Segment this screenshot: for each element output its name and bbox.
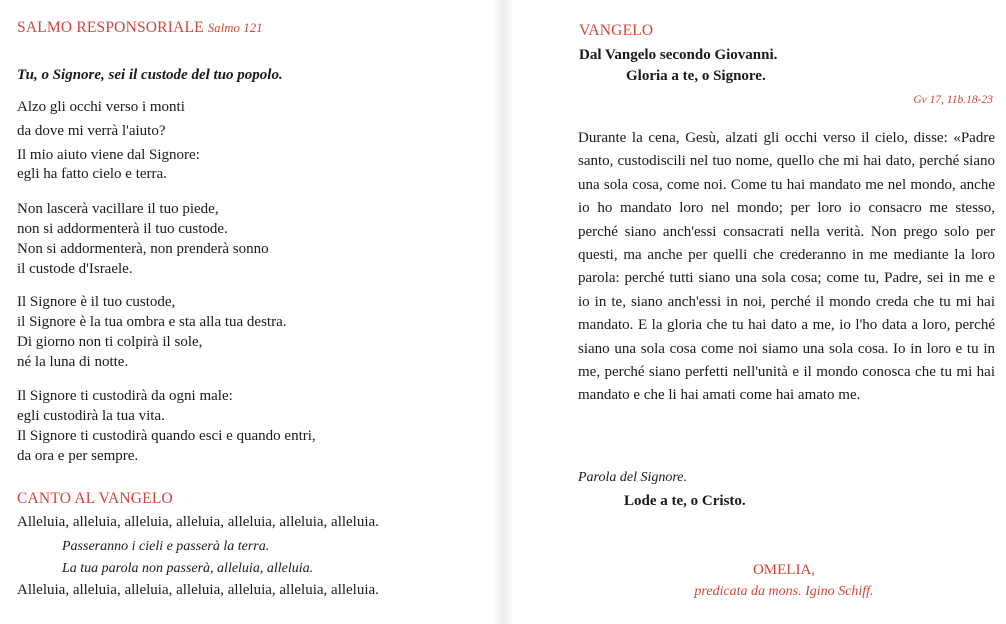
psalm-reference: Salmo 121	[207, 21, 263, 35]
psalm-line: Di giorno non ti colpirà il sole,	[17, 334, 203, 350]
psalm-refrain: Tu, o Signore, sei il custode del tuo popolo.	[17, 67, 283, 83]
psalm-line: Non lascerà vacillare il tuo piede,	[17, 201, 219, 217]
left-page	[0, 0, 492, 624]
psalm-line: Il Signore ti custodirà quando esci e quando entri,	[17, 428, 316, 444]
gospel-response: Gloria a te, o Signore.	[626, 68, 766, 84]
acclamation-heading: CANTO AL VANGELO	[17, 490, 173, 507]
gospel-reference: Gv 17, 11b.18-23	[913, 94, 993, 106]
gospel-closing-response: Lode a te, o Cristo.	[624, 493, 746, 509]
psalm-line: non si addormenterà il tuo custode.	[17, 221, 228, 237]
psalm-line: da ora e per sempre.	[17, 448, 139, 464]
gospel-heading: VANGELO	[579, 22, 654, 39]
page-gutter	[492, 0, 514, 624]
gospel-intro: Dal Vangelo secondo Giovanni.	[579, 47, 778, 63]
right-page	[514, 0, 1006, 624]
alleluia-line: Alleluia, alleluia, alleluia, alleluia, alleluia, alleluia, alleluia.	[17, 514, 379, 530]
acclamation-verse: La tua parola non passerà, alleluia, alleluia.	[62, 561, 314, 576]
psalm-line: Il Signore ti custodirà da ogni male:	[17, 388, 233, 404]
psalm-line: né la luna di notte.	[17, 354, 129, 370]
psalm-line: egli ha fatto cielo e terra.	[17, 166, 167, 182]
psalm-line: da dove mi verrà l'aiuto?	[17, 123, 166, 139]
gospel-text: Durante la cena, Gesù, alzati gli occhi verso il cielo, disse: «Padre santo, custodiscili nel tuo nome, quello che mi hai dato, perché siano una sola cosa, come noi. Come tu hai mandato me nel mondo, anche io ho mandato loro nel mondo; per loro io consacro me stesso, perché siano anch'essi consacrati nella verità. Non prego solo per questi, ma anche per quelli che crederanno in me mediante la loro parola: perché tutti siano una sola cosa; come tu, Padre, sei in me e io in te, siano anch'essi in noi, perché il mondo creda che tu mi hai mandato. E la gloria che tu hai dato a me, io l'ho data a loro, perché siano una sola cosa come noi siamo una sola cosa. Io in loro e tu in me, perché siano perfetti nell'unità e il mondo conosca che tu mi hai mandato e che li hai amati come hai amato me.	[578, 130, 995, 404]
psalm-heading-title: SALMO RESPONSORIALE	[17, 19, 204, 36]
psalm-line: Alzo gli occhi verso i monti	[17, 99, 185, 115]
homily-title: OMELIA,	[752, 562, 816, 578]
psalm-line: il custode d'Israele.	[17, 261, 133, 277]
homily-subtitle: predicata da mons. Igino Schiff.	[694, 584, 874, 599]
psalm-line: Non si addormenterà, non prenderà sonno	[17, 241, 269, 257]
alleluia-closing-line: Alleluia, alleluia, alleluia, alleluia, alleluia, alleluia, alleluia.	[17, 582, 379, 598]
psalm-line: Il Signore è il tuo custode,	[17, 294, 176, 310]
psalm-heading	[17, 19, 263, 37]
gospel-closing: Parola del Signore.	[578, 470, 688, 485]
psalm-line: egli custodirà la tua vita.	[17, 408, 165, 424]
psalm-line: il Signore è la tua ombra e sta alla tua destra.	[17, 314, 287, 330]
acclamation-verse: Passeranno i cieli e passerà la terra.	[62, 539, 270, 554]
psalm-line: Il mio aiuto viene dal Signore:	[17, 147, 200, 163]
